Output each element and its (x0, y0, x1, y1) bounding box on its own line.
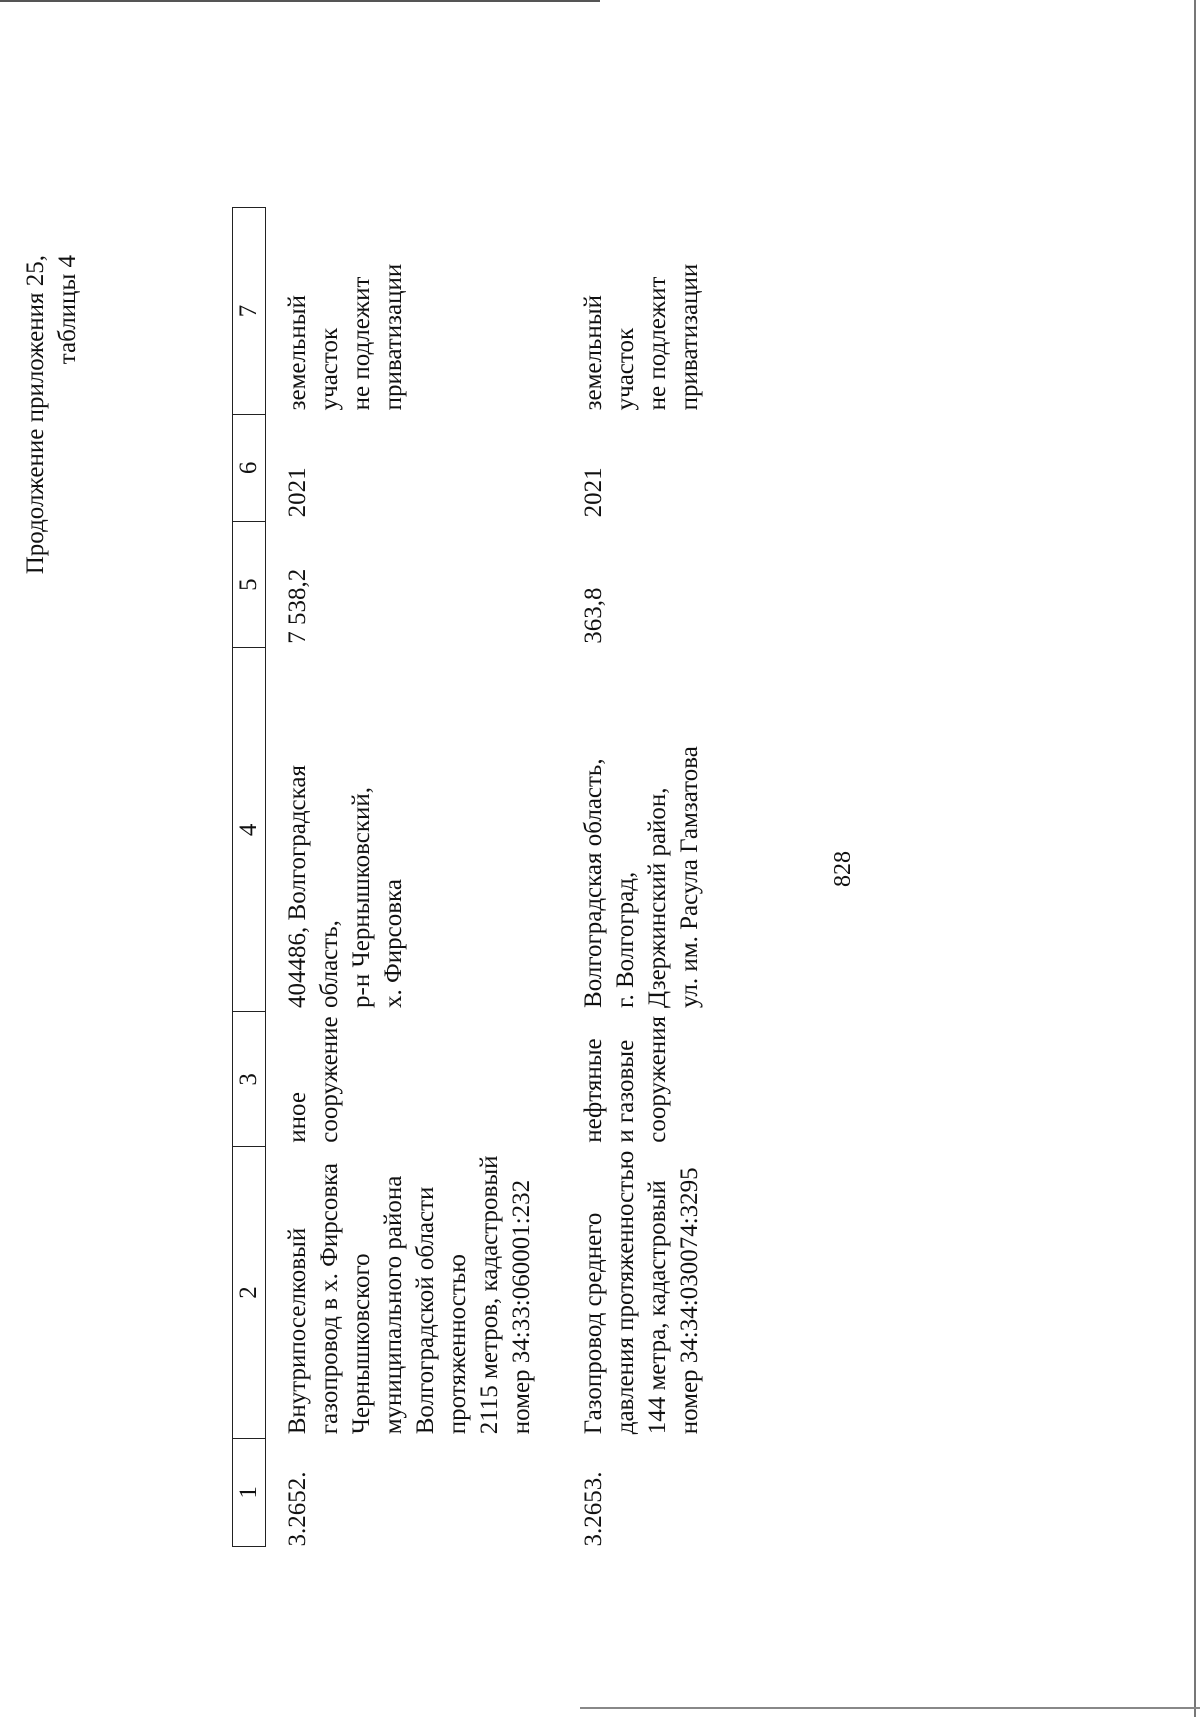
text-line: 404486, Волгоградская (284, 765, 311, 1008)
object-type (266, 1012, 563, 1147)
text-line: муниципального района (380, 1175, 407, 1435)
object-note (266, 208, 563, 415)
text-line: ул. им. Расула Гамзатова (676, 746, 703, 1008)
text-line: давления протяженностью (612, 1150, 639, 1435)
text-line: сооружения (644, 1015, 671, 1143)
text-line: номер 34:33:060001:232 (508, 1179, 535, 1435)
column-header-2: 2 (233, 1147, 266, 1439)
object-address (562, 648, 730, 1012)
text-line: земельный (284, 295, 311, 411)
text-line: Внутрипоселковый (284, 1227, 311, 1435)
object-year: 2021 (580, 467, 607, 518)
object-value: 363,8 (580, 587, 607, 644)
text-line: нефтяные (580, 1038, 607, 1143)
text-line: протяженностью (444, 1254, 471, 1435)
text-line: Чернышковского (348, 1253, 375, 1435)
page-number: 828 (830, 851, 856, 887)
text-line: Волгоградская область, (580, 758, 607, 1008)
continuation-note (20, 255, 84, 855)
column-header-5: 5 (233, 521, 266, 647)
text-line: участок (316, 327, 343, 411)
text-line: Газопровод среднего (580, 1212, 607, 1435)
text-line: приватизации (380, 263, 407, 411)
text-line: сооружение (316, 1016, 343, 1143)
text-line: 144 метра, кадастровый (644, 1180, 671, 1435)
text-line: земельный (580, 295, 607, 411)
object-address (266, 648, 563, 1012)
column-header-7: 7 (233, 208, 266, 415)
text-line: участок (612, 327, 639, 411)
text-line: х. Фирсовка (380, 879, 407, 1008)
object-type (562, 1012, 730, 1147)
text-line: г. Волгоград, (612, 871, 639, 1008)
column-header-6: 6 (233, 414, 266, 521)
column-header-4: 4 (233, 648, 266, 1012)
table-header (233, 208, 266, 1547)
object-value: 7 538,2 (284, 568, 311, 644)
row-number: 3.2653. (580, 1471, 607, 1547)
text-line: не подлежит (644, 276, 671, 411)
column-header-1: 1 (233, 1438, 266, 1546)
text-line: номер 34:34:030074:3295 (676, 1167, 703, 1435)
table-row (266, 208, 563, 1547)
text-line: 2115 метров, кадастровый (476, 1155, 503, 1435)
object-name (562, 1147, 730, 1439)
row-number: 3.2652. (284, 1471, 311, 1547)
text-line: р-н Чернышковский, (348, 786, 375, 1008)
object-name (266, 1147, 563, 1439)
property-table (232, 207, 730, 1547)
text-line: иное (284, 1092, 311, 1143)
text-line: область, (316, 920, 343, 1008)
continuation-line: Продолжение приложения 25, (22, 255, 49, 575)
table-row (562, 208, 730, 1547)
text-line: газопровод в х. Фирсовка (316, 1162, 343, 1435)
column-header-3: 3 (233, 1012, 266, 1147)
text-line: и газовые (612, 1039, 639, 1143)
object-year: 2021 (284, 467, 311, 518)
text-line: приватизации (676, 263, 703, 411)
text-line: Волгоградской области (412, 1186, 439, 1435)
object-note (562, 208, 730, 415)
text-line: не подлежит (348, 276, 375, 411)
continuation-line: таблицы 4 (54, 255, 81, 365)
text-line: Дзержинский район, (644, 787, 671, 1008)
